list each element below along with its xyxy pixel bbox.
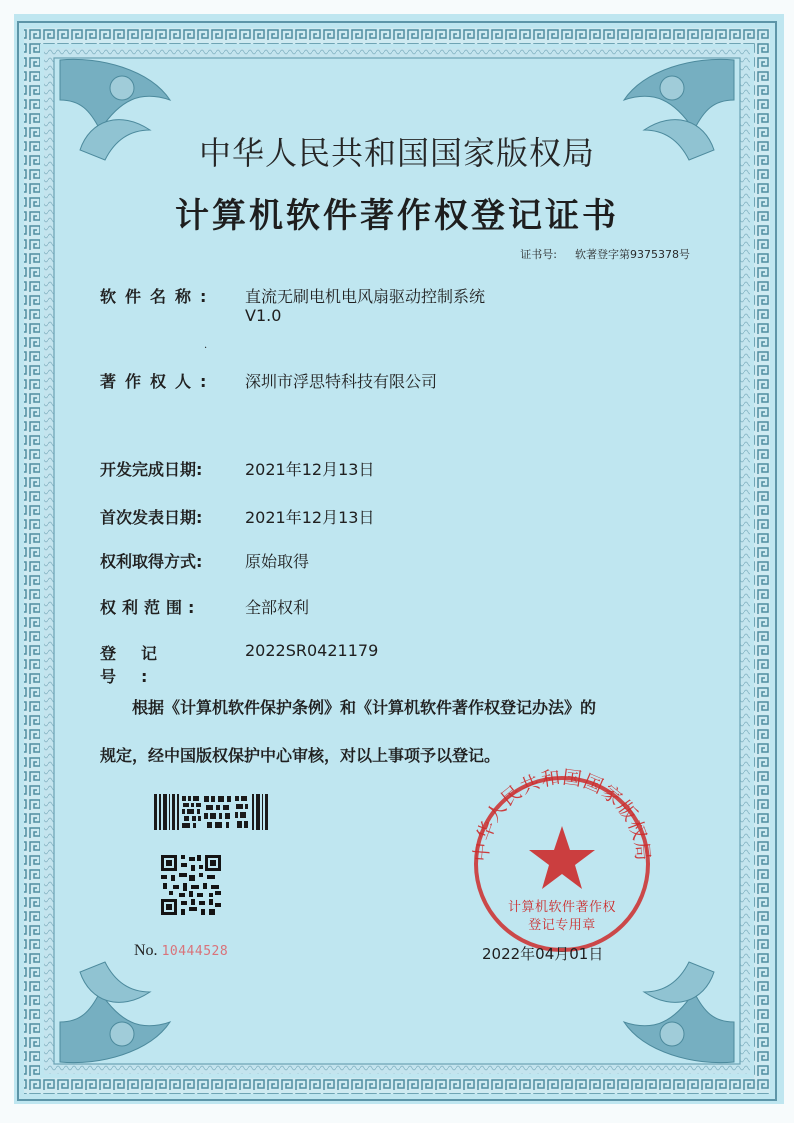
software-version: V1.0 — [245, 306, 282, 325]
registration-number-value: 2022SR0421179 — [245, 641, 379, 660]
certificate-title: 计算机软件著作权登记证书 — [175, 196, 619, 236]
certificate-number-value: 软著登字第9375378号 — [575, 248, 690, 261]
acquisition-method-value: 原始取得 — [245, 552, 310, 571]
seal-arc-text: 中华人民共和国国家版权局 — [470, 766, 654, 863]
qr-code — [161, 855, 221, 915]
statement-line-1: 根据《计算机软件保护条例》和《计算机软件著作权登记办法》的 — [132, 698, 597, 717]
serial-value: 10444528 — [161, 944, 229, 959]
issue-date: 2022年04月01日 — [482, 945, 604, 963]
official-seal — [462, 764, 662, 964]
certificate-number-label: 证书号: — [520, 248, 557, 261]
seal-line-2: 登记专用章 — [528, 918, 596, 933]
seal-star-icon — [529, 826, 595, 889]
software-name-value: 直流无刷电机电风扇驱动控制系统 — [245, 287, 486, 306]
serial-number — [134, 942, 228, 960]
seal-line-1: 计算机软件著作权 — [507, 900, 616, 915]
development-date-value: 2021年12月13日 — [245, 460, 375, 479]
authority-title: 中华人民共和国国家版权局 — [198, 134, 595, 172]
barcode — [152, 792, 270, 832]
software-name-label: 软件名称: — [100, 287, 216, 306]
rights-scope-value: 全部权利 — [245, 598, 310, 617]
serial-label: No. — [134, 942, 158, 959]
speck-mark: . — [204, 340, 208, 351]
certificate-number — [520, 246, 690, 262]
rights-scope-label: 权利范围: — [100, 598, 201, 617]
registration-number-label: 登记号: — [100, 644, 183, 686]
publication-date-value: 2021年12月13日 — [245, 508, 375, 527]
publication-date-label: 首次发表日期: — [100, 508, 203, 527]
copyright-holder-label: 著作权人: — [100, 372, 216, 391]
statement-line-2: 规定，经中国版权保护中心审核，对以上事项予以登记。 — [100, 746, 501, 765]
copyright-holder-value: 深圳市浮思特科技有限公司 — [245, 372, 438, 391]
development-date-label: 开发完成日期: — [100, 460, 203, 479]
acquisition-method-label: 权利取得方式: — [100, 552, 203, 571]
